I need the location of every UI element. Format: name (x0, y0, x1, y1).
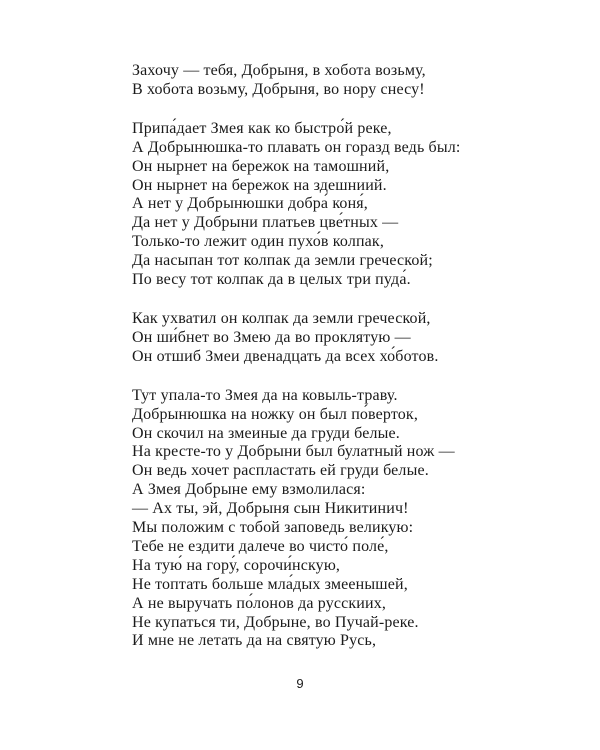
verse-line: Он скочил на змеиные да груди белые. (132, 424, 400, 442)
verse-line: Мы положим с тобой заповедь великую: (132, 519, 414, 537)
verse-line: А Добрынюшка-то плавать он горазд ведь был: (132, 138, 461, 156)
verse-line: А Змея Добрыне ему взмолилася: (132, 481, 366, 499)
verse-line: Добрынюшка на ножку он был по́верток, (132, 405, 419, 423)
stanza (132, 310, 552, 367)
verse-line: На кресте-то у Добрыни был булатный нож — (132, 443, 455, 461)
verse-line: — Ах ты, эй, Добрыня сын Никитинич! (132, 500, 409, 518)
verse-line: Он ши́бнет во Змею да во проклятую — (132, 328, 411, 346)
page-number: 9 (296, 676, 304, 691)
verse-line: Он ведь хочет распластать ей груди белые. (132, 462, 429, 480)
verse-line: А нет у Добрынюшки добра́ коня́, (132, 195, 368, 213)
verse-line: Как ухватил он колпак да земли греческой, (132, 309, 431, 327)
verse-line: Захочу — тебя, Добрыня, в хобота возьму, (132, 62, 426, 79)
verse-line: Не купаться ти, Добрыне, во Пучай-реке. (132, 613, 419, 631)
poem-text (132, 62, 552, 671)
verse-line: Только-то лежит один пухо́в колпак, (132, 233, 384, 251)
verse-line: В хобота возьму, Добрыня, во нору снесу! (132, 80, 425, 98)
verse-line: Он отшиб Змеи двенадцать да всех хо́ботов. (132, 347, 439, 365)
verse-line: Он нырнет на бережок на тамошний, (132, 157, 390, 175)
stanza (132, 62, 552, 100)
verse-line: Да насыпан тот колпак да земли греческой; (132, 252, 433, 270)
verse-line: Припа́дает Змея как ко быстро́й реке, (132, 119, 392, 137)
verse-line: На тую́ на гору́, сорочи́нскую, (132, 556, 341, 574)
verse-line: По весу тот колпак да в целых три пуда́. (132, 271, 411, 289)
verse-line: А не выручать по́лонов да русскиих, (132, 594, 387, 612)
stanza (132, 387, 552, 652)
verse-line: Тебе не ездити далече во чисто́ поле́, (132, 537, 389, 555)
verse-line: И мне не летать да на святую Русь, (132, 632, 377, 650)
verse-line: Он нырнет на бережок на здешниий. (132, 176, 387, 194)
stanza (132, 120, 552, 290)
verse-line: Тут упала-то Змея да на ковыль-траву. (132, 386, 398, 404)
verse-line: Да нет у Добрыни платьев цве́тных — (132, 214, 399, 232)
verse-line: Не топтать больше мла́дых змеенышей, (132, 575, 408, 593)
